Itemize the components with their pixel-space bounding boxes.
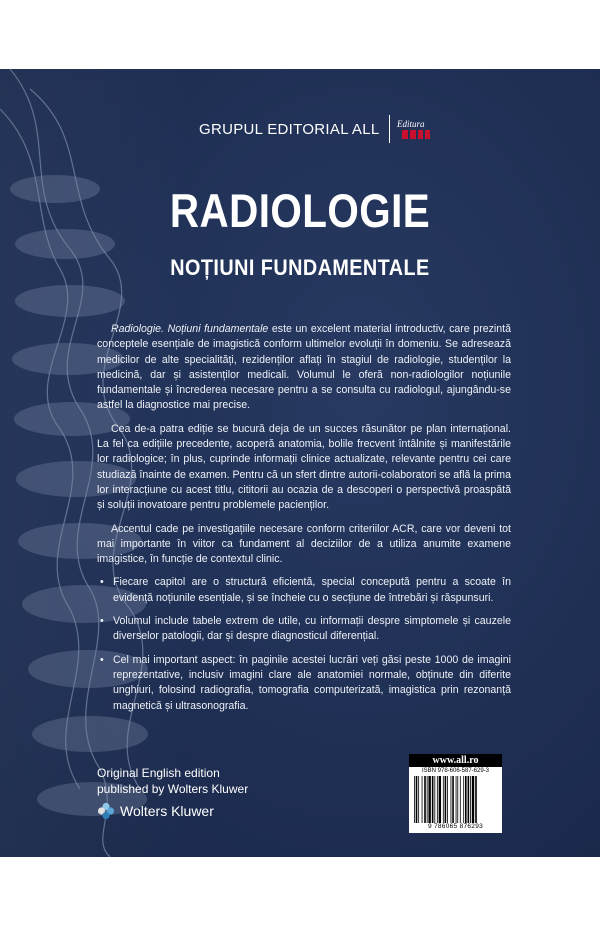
wolters-kluwer-icon bbox=[97, 802, 115, 820]
edition-line-2: published by Wolters Kluwer bbox=[97, 782, 249, 796]
edition-line-1: Original English edition bbox=[97, 766, 220, 780]
book-title: RADIOLOGIE bbox=[169, 184, 431, 237]
wolters-kluwer-name: Wolters Kluwer bbox=[120, 803, 214, 819]
description-paragraph-3: Accentul cade pe investigațiile necesare conform criteriilor ACR, care vor deveni tot mai importante în viitor ca fundament al deciziilor de a utiliza anumite examene imagistice, în funcție de contextul clinic. bbox=[97, 522, 511, 566]
publisher-header bbox=[199, 115, 434, 143]
book-subtitle: NOȚIUNI FUNDAMENTALE bbox=[170, 255, 430, 280]
isbn-text: ISBN 978-606-587-629-3 bbox=[421, 768, 490, 774]
description bbox=[97, 322, 511, 722]
publisher-logo-text: Editura bbox=[396, 119, 425, 129]
feature-item: • Volumul include tabele extrem de utile, cu informații despre simptomele și cauzele diverselor patologii, dar și despre diagnosticul diferențial. bbox=[113, 614, 511, 645]
edition-note bbox=[97, 765, 248, 797]
publisher-name: GRUPUL EDITORIAL ALL bbox=[199, 120, 380, 138]
barcode-number: 9 786065 876293 bbox=[427, 823, 484, 830]
description-paragraph-2: Cea de-a patra ediție se bucură deja de un succes răsunător pe plan internațional. La fel ca edițiile precedente, acoperă anatomia, bolile frecvent întâlnite și manifestările lor radiologice; în plus, cuprinde informații clinice actualizate, relevante pentru cei care studiază înainte de examen. Pentru că un sfert dintre autorii-colaboratori se află la prima lor interacțiune cu acest titlu, cititorii au ocazia de a descoperi o perspectivă proaspătă și soluții inovatoare pentru problemele pacienților. bbox=[97, 422, 511, 512]
description-paragraph-1 bbox=[97, 322, 511, 414]
feature-item: • Fiecare capitol are o structură eficientă, special concepută pentru a scoate în evidență noțiunile esențiale, și se încheie cu o secțiune de întrebări și răspunsuri. bbox=[113, 575, 511, 606]
barcode-panel bbox=[409, 754, 502, 833]
publisher-divider bbox=[389, 115, 390, 143]
publisher-logo bbox=[396, 117, 434, 141]
website-url: www.all.ro bbox=[409, 754, 502, 767]
feature-item: • Cel mai important aspect: în paginile acestei lucrări veți găsi peste 1000 de imagini reprezentative, inclusiv imagini clare ale anatomiei normale, obținute din diferite unghiuri, folosind radiografia, tomografia computerizată, imagistica prin rezonanță magnetică și ultrasonografia. bbox=[113, 653, 511, 714]
intro-italic: Radiologie. Noțiuni fundamentale bbox=[111, 323, 269, 335]
back-cover bbox=[0, 69, 600, 857]
feature-list bbox=[97, 575, 511, 713]
barcode-image bbox=[414, 776, 497, 823]
wolters-kluwer-logo bbox=[97, 802, 214, 820]
p1-text: este un excelent material introductiv, care prezintă conceptele esențiale de imagistică conform ultimelor evoluții în domeniu. Se adresează medicilor de alte specialități, rezidenților aflați în stagiul de radiologie, studenților la medicină, dar și asistenților medicali. Volumul le oferă non-radiologilor noțiunile fundamentale și încrederea necesare pentru a se consulta cu radiologul, ajungându-se astfel la diagnostice mai precise. bbox=[97, 323, 511, 412]
